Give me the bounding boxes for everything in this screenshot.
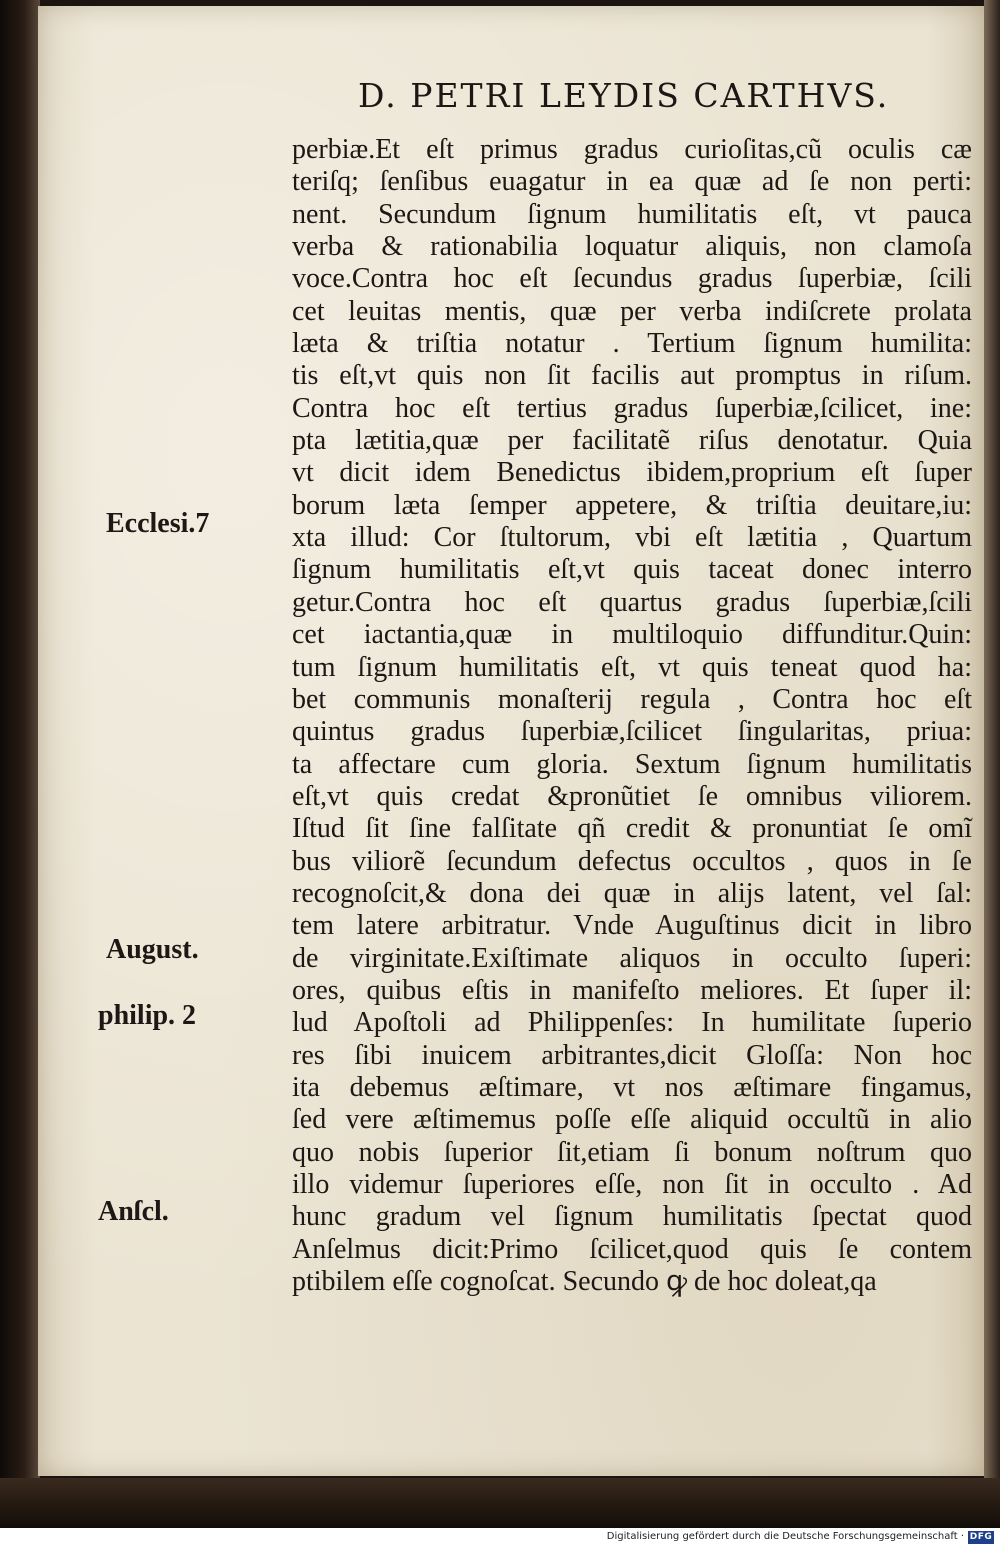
text-line: borum læta ſemper appetere, & triſtia deuitare,iu: <box>292 489 972 521</box>
text-line: quo nobis ſuperior ſit,etiam ſi bonum noſtrum quo <box>292 1136 972 1168</box>
text-line: cet iactantia,quæ in multiloquio diffunditur.Quin: <box>292 619 972 651</box>
text-line: quintus gradus ſuperbiæ,ſcilicet ſingularitas, priua: <box>292 716 972 748</box>
text-line: vt dicit idem Benedictus ibidem,proprium eſt ſuper <box>292 457 972 489</box>
text-line: bus viliorẽ ſecundum defectus occultos , quos in ſe <box>292 845 972 877</box>
body-text <box>292 134 972 1298</box>
book-page <box>38 6 984 1476</box>
text-line: res ſibi inuicem arbitrantes,dicit Gloſſa: Non hoc <box>292 1039 972 1071</box>
footer-credit: Digitalisierung gefördert durch die Deutsche Forschungsgemeinschaft · <box>606 1531 964 1542</box>
text-line: nent. Secundum ſignum humilitatis eſt, vt pauca <box>292 198 972 230</box>
text-line: xta illud: Cor ſtultorum, vbi eſt lætitia , Quartum <box>292 522 972 554</box>
text-line: voce.Contra hoc eſt ſecundus gradus ſuperbiæ, ſcili <box>292 263 972 295</box>
text-line: Contra hoc eſt tertius gradus ſuperbiæ,ſcilicet, ine: <box>292 392 972 424</box>
text-line: Anſelmus dicit:Primo ſcilicet,quod quis ſe contem <box>292 1233 972 1265</box>
text-line: ſed vere æſtimemus poſſe eſſe aliquid occultũ in alio <box>292 1104 972 1136</box>
footer-bar <box>0 1528 1000 1548</box>
text-line: pta lætitia,quæ per facilitatẽ riſus denotatur. Quia <box>292 425 972 457</box>
margin-note-ecclesiastes: Ecclesi.7 <box>106 508 210 539</box>
text-line: illo videmur ſuperiores eſſe, non ſit in occulto . Ad <box>292 1169 972 1200</box>
text-line: bet communis monaſterij regula , Contra hoc eſt <box>292 683 972 715</box>
running-head: D. PETRI LEYDIS CARTHVS. <box>358 76 890 115</box>
margin-note-augustine: August. <box>106 934 199 965</box>
text-line: hunc gradum vel ſignum humilitatis ſpectat quod <box>292 1201 972 1233</box>
margin-note-anselm: Anſcl. <box>98 1196 169 1227</box>
text-line: perbiæ.Et eſt primus gradus curioſitas,cũ oculis cæ <box>292 134 972 165</box>
text-line: recognoſcit,& dona dei quæ in alijs latent, vel ſal: <box>292 877 972 909</box>
text-line: cet leuitas mentis, quæ per verba indiſcrete prolata <box>292 295 972 327</box>
text-line: tum ſignum humilitatis eſt, vt quis teneat quod ha: <box>292 651 972 683</box>
margin-note-philippians: philip. 2 <box>98 1000 197 1031</box>
text-line: teriſq; ſenſibus euagatur in ea quæ ad ſe non perti: <box>292 166 972 198</box>
text-line: eſt,vt quis credat &pronũtiet ſe omnibus viliorem. <box>292 780 972 812</box>
text-line: de virginitate.Exiſtimate aliquos in occulto ſuperi: <box>292 942 972 974</box>
book-edge-left <box>0 0 40 1528</box>
text-line: tis eſt,vt quis non ſit facilis aut promptus in riſum. <box>292 360 972 392</box>
text-line: læta & triſtia notatur . Tertium ſignum humilita: <box>292 328 972 360</box>
book-bottom-edge <box>0 1478 1000 1528</box>
text-line: ptibilem eſſe cognoſcat. Secundo ꝙ de hoc doleat,qa <box>292 1266 877 1298</box>
text-line: tem latere arbitratur. Vnde Auguſtinus dicit in libro <box>292 910 972 942</box>
dfg-logo: DFG <box>969 1532 993 1542</box>
text-line: ores, quibus eſtis in manifeſto meliores. Et ſuper il: <box>292 974 972 1006</box>
text-line: ta affectare cum gloria. Sextum ſignum humilitatis <box>292 748 972 780</box>
text-line: getur.Contra hoc eſt quartus gradus ſuperbiæ,ſcili <box>292 586 972 618</box>
text-line: lud Apoſtoli ad Philippenſes: In humilitate ſuperio <box>292 1007 972 1039</box>
text-line: ſignum humilitatis eſt,vt quis taceat donec interro <box>292 554 972 586</box>
text-line: verba & rationabilia loquatur aliquis, non clamoſa <box>292 231 972 263</box>
text-line: Iſtud ſit ſine falſitate qñ credit & pronuntiat ſe omĩ <box>292 813 972 845</box>
text-line: ita debemus æſtimare, vt nos æſtimare fingamus, <box>292 1071 972 1103</box>
book-edge-right <box>984 0 1000 1528</box>
